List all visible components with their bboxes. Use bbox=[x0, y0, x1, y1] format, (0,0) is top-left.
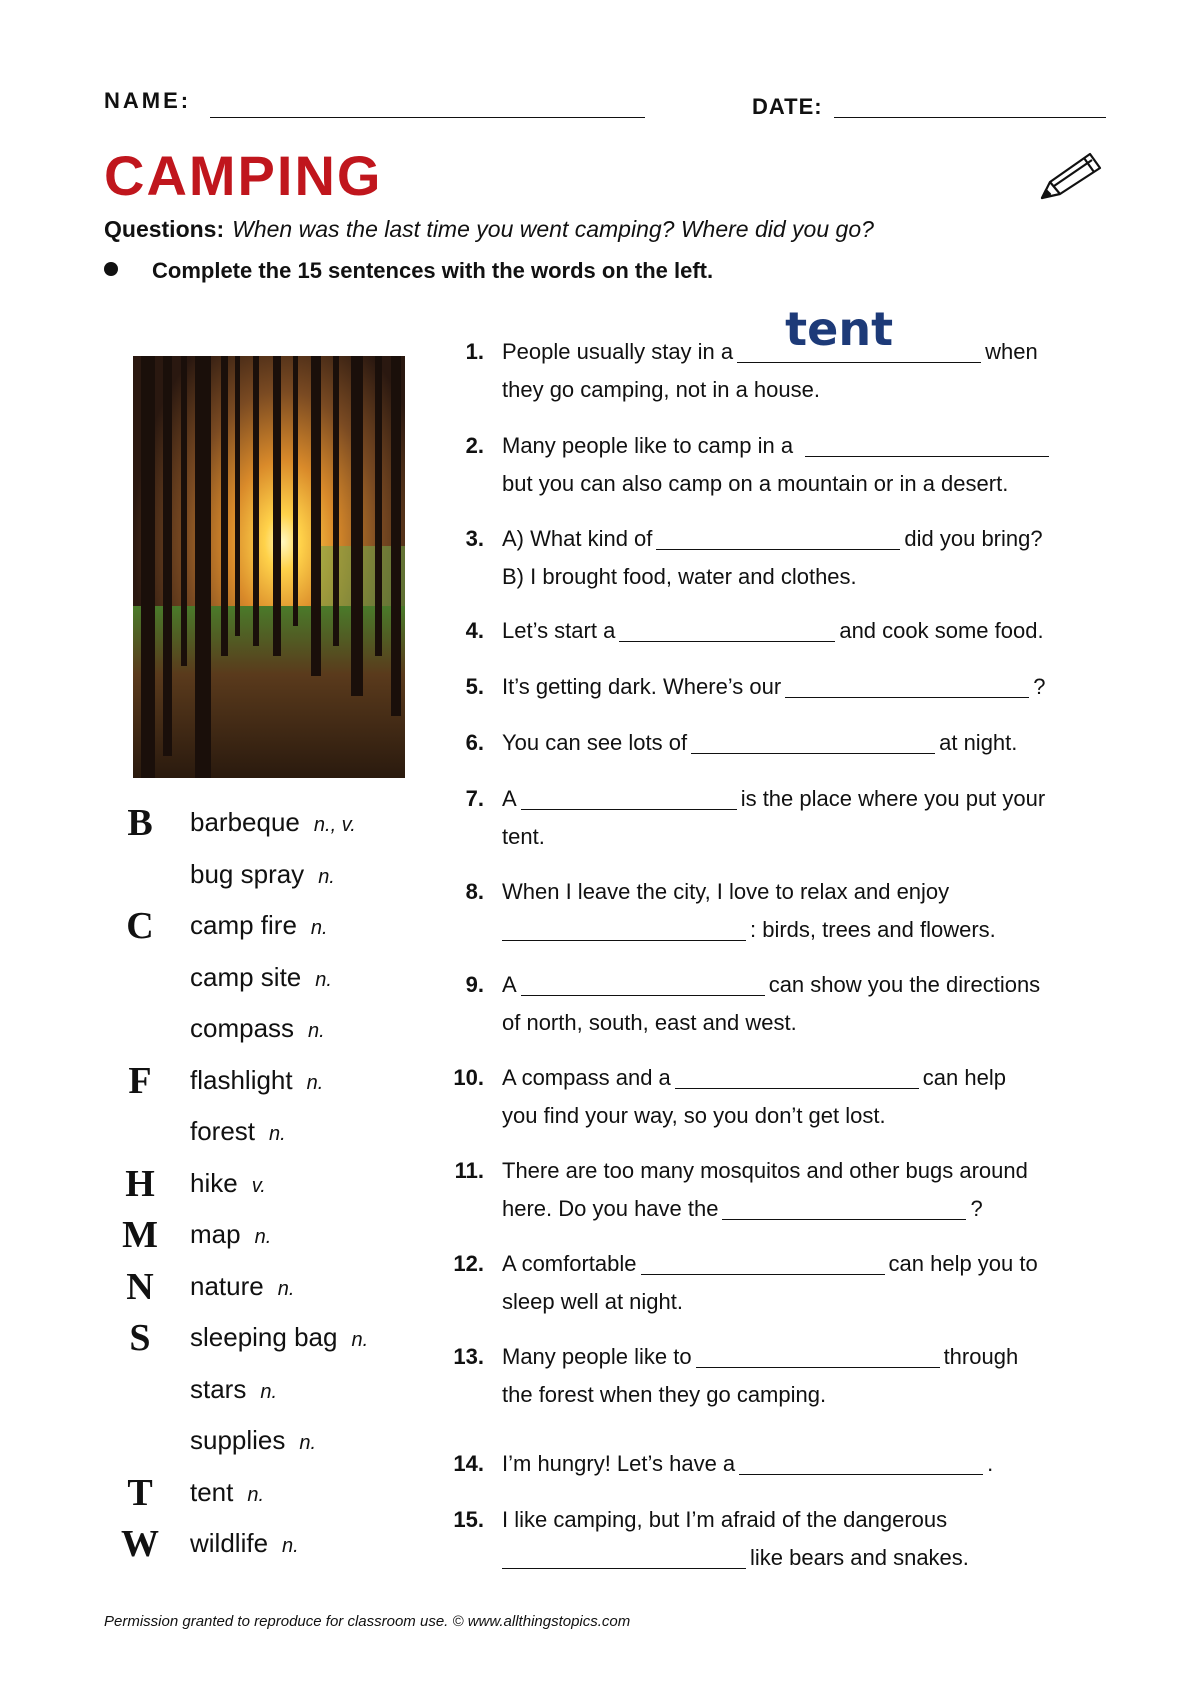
forest-photo bbox=[133, 356, 405, 778]
sentence-text: is the place where you put your bbox=[740, 786, 1046, 811]
sentence-text: through bbox=[943, 1344, 1019, 1369]
sentence-text: but you can also camp on a mountain or in a desert. bbox=[502, 471, 1009, 496]
word: flashlight bbox=[190, 1064, 293, 1095]
sentence-text: : birds, trees and flowers. bbox=[750, 917, 996, 942]
sentence-number: 7. bbox=[465, 786, 484, 811]
list-item bbox=[112, 1264, 412, 1316]
sentence-text: ? bbox=[970, 1196, 983, 1221]
handwritten-answer: tent bbox=[785, 302, 894, 356]
list-item bbox=[112, 1418, 412, 1470]
sentence-text: you find your way, so you don’t get lost. bbox=[502, 1103, 886, 1128]
word: nature bbox=[190, 1270, 264, 1301]
sentence-text: Let’s start a bbox=[502, 618, 616, 643]
word-pos: n. bbox=[306, 1071, 324, 1094]
list-item bbox=[112, 1367, 412, 1419]
word: sleeping bag bbox=[190, 1322, 338, 1352]
word-pos: n. bbox=[351, 1329, 369, 1351]
questions-label: Questions: bbox=[104, 216, 225, 242]
word-pos: n. bbox=[310, 917, 328, 939]
word-list bbox=[112, 800, 412, 1573]
sentence-text: and cook some food. bbox=[839, 618, 1044, 643]
word: tent bbox=[190, 1476, 234, 1507]
word: camp fire bbox=[190, 910, 297, 940]
word-pos: n. bbox=[269, 1123, 286, 1145]
sentence-number: 15. bbox=[453, 1507, 484, 1532]
pencil-icon bbox=[1038, 148, 1104, 204]
word: hike bbox=[190, 1167, 238, 1198]
sentence-number: 10. bbox=[453, 1065, 484, 1090]
answer-blank[interactable] bbox=[641, 1248, 885, 1275]
answer-blank[interactable] bbox=[656, 523, 900, 550]
answer-blank[interactable] bbox=[739, 1448, 983, 1475]
sentence-number: 4. bbox=[465, 618, 484, 643]
sentence-text: When I leave the city, I love to relax and enjoy bbox=[502, 879, 950, 904]
sentence-text: they go camping, not in a house. bbox=[502, 377, 820, 402]
word-pos: n. bbox=[318, 865, 335, 888]
answer-blank[interactable] bbox=[737, 302, 981, 363]
sentence-number: 2. bbox=[465, 433, 484, 458]
word: camp site bbox=[190, 961, 302, 992]
word: compass bbox=[190, 1013, 295, 1043]
list-item bbox=[112, 1470, 412, 1522]
word-letter: T bbox=[127, 1471, 153, 1514]
instruction-text: Complete the 15 sentences with the words on the left. bbox=[152, 258, 714, 283]
word-pos: n. bbox=[260, 1380, 278, 1403]
questions-line bbox=[104, 216, 874, 243]
sentence-number: 12. bbox=[453, 1251, 484, 1276]
word-pos: n. bbox=[254, 1226, 272, 1248]
list-item bbox=[112, 1212, 412, 1264]
word-pos: n., v. bbox=[313, 814, 356, 836]
sentence-text: A comfortable bbox=[502, 1251, 637, 1276]
page-title: CAMPING bbox=[104, 144, 383, 207]
sentence-number: 8. bbox=[465, 879, 484, 904]
list-item bbox=[112, 1109, 412, 1161]
answer-blank[interactable] bbox=[722, 1193, 966, 1220]
sentence-text: at night. bbox=[939, 730, 1018, 755]
word-pos: n. bbox=[299, 1432, 317, 1454]
sentence-text: sleep well at night. bbox=[502, 1289, 683, 1314]
sentence-number: 11. bbox=[454, 1158, 484, 1183]
sentence-text: like bears and snakes. bbox=[750, 1545, 969, 1570]
sentence-text: can help you to bbox=[888, 1251, 1038, 1276]
word: bug spray bbox=[190, 858, 305, 889]
sentence-text: B) I brought food, water and clothes. bbox=[502, 564, 857, 589]
answer-blank[interactable] bbox=[691, 727, 935, 754]
answer-blank[interactable] bbox=[502, 1542, 746, 1569]
word-pos: n. bbox=[308, 1020, 325, 1042]
name-label: NAME: bbox=[104, 88, 192, 113]
word-pos: v. bbox=[251, 1174, 266, 1197]
sentence-text: It’s getting dark. Where’s our bbox=[502, 674, 782, 699]
list-item bbox=[112, 800, 412, 852]
word-pos: n. bbox=[277, 1277, 295, 1300]
list-item bbox=[112, 1058, 412, 1110]
sentence-text: A compass and a bbox=[502, 1065, 671, 1090]
list-item bbox=[112, 1006, 412, 1058]
word-letter: W bbox=[121, 1523, 159, 1565]
word: stars bbox=[190, 1373, 247, 1404]
sentence-text: . bbox=[987, 1451, 994, 1476]
sentence-text: A bbox=[502, 786, 517, 811]
footer-permission: Permission granted to reproduce for classroom use. © www.allthingstopics.com bbox=[104, 1613, 631, 1630]
word-letter: S bbox=[129, 1317, 151, 1359]
sentence-number: 13. bbox=[453, 1344, 484, 1369]
sentence-number: 1. bbox=[465, 339, 484, 364]
answer-blank[interactable] bbox=[619, 615, 835, 642]
sentence-text: Many people like to camp in a bbox=[502, 433, 794, 458]
name-line[interactable] bbox=[210, 117, 645, 118]
sentence-number: 9. bbox=[465, 972, 484, 997]
word-letter: C bbox=[126, 905, 154, 947]
sentence-text: tent. bbox=[502, 824, 545, 849]
sentence-text: I like camping, but I’m afraid of the dangerous bbox=[502, 1507, 948, 1532]
sentence-text: ? bbox=[1033, 674, 1046, 699]
answer-blank[interactable] bbox=[785, 671, 1029, 698]
sentence-text: A bbox=[502, 972, 517, 997]
sentence-number: 14. bbox=[453, 1451, 484, 1476]
sentence-text: of north, south, east and west. bbox=[502, 1010, 797, 1035]
word-letter: H bbox=[125, 1162, 155, 1205]
instruction bbox=[104, 258, 713, 284]
sentence-text: did you bring? bbox=[904, 526, 1043, 551]
sentence-text: when bbox=[985, 339, 1038, 364]
sentence-number: 5. bbox=[465, 674, 484, 699]
list-item bbox=[112, 1315, 412, 1367]
list-item bbox=[112, 1521, 412, 1573]
questions-text: When was the last time you went camping? Where did you go? bbox=[232, 216, 874, 242]
sentence-text: can show you the directions bbox=[768, 972, 1041, 997]
sentence-text: the forest when they go camping. bbox=[502, 1382, 827, 1407]
word-pos: n. bbox=[315, 968, 332, 991]
word-letter: F bbox=[128, 1059, 152, 1102]
sentence-text: can help bbox=[922, 1065, 1006, 1090]
sentence-text: You can see lots of bbox=[502, 730, 688, 755]
list-item bbox=[112, 1161, 412, 1213]
sentence-text: A) What kind of bbox=[502, 526, 653, 551]
list-item bbox=[112, 852, 412, 904]
word: wildlife bbox=[190, 1528, 269, 1558]
answer-blank[interactable] bbox=[521, 969, 765, 996]
sentence-number: 3. bbox=[465, 526, 484, 551]
answer-blank[interactable] bbox=[696, 1341, 940, 1368]
word-letter: B bbox=[127, 802, 153, 844]
answer-blank[interactable] bbox=[675, 1062, 919, 1089]
sentence-text: People usually stay in a bbox=[502, 339, 734, 364]
word-letter: N bbox=[126, 1265, 154, 1308]
word: supplies bbox=[190, 1425, 286, 1455]
date-line[interactable] bbox=[834, 117, 1106, 118]
sentence-text: I’m hungry! Let’s have a bbox=[502, 1451, 736, 1476]
list-item bbox=[112, 955, 412, 1007]
sentence-text: here. Do you have the bbox=[502, 1196, 719, 1221]
date-label: DATE: bbox=[752, 94, 823, 119]
sentence-number: 6. bbox=[465, 730, 484, 755]
sentence-text: There are too many mosquitos and other bugs around bbox=[502, 1158, 1028, 1183]
word: barbeque bbox=[190, 807, 300, 837]
word-pos: n. bbox=[282, 1535, 299, 1557]
word: forest bbox=[190, 1116, 256, 1146]
bullet-icon bbox=[104, 262, 118, 276]
word-letter: M bbox=[122, 1214, 158, 1256]
answer-blank[interactable] bbox=[805, 430, 1049, 457]
answer-blank[interactable] bbox=[502, 914, 746, 941]
answer-blank[interactable] bbox=[521, 783, 737, 810]
word: map bbox=[190, 1219, 241, 1249]
sentence-text: Many people like to bbox=[502, 1344, 692, 1369]
list-item bbox=[112, 903, 412, 955]
word-pos: n. bbox=[247, 1483, 265, 1506]
